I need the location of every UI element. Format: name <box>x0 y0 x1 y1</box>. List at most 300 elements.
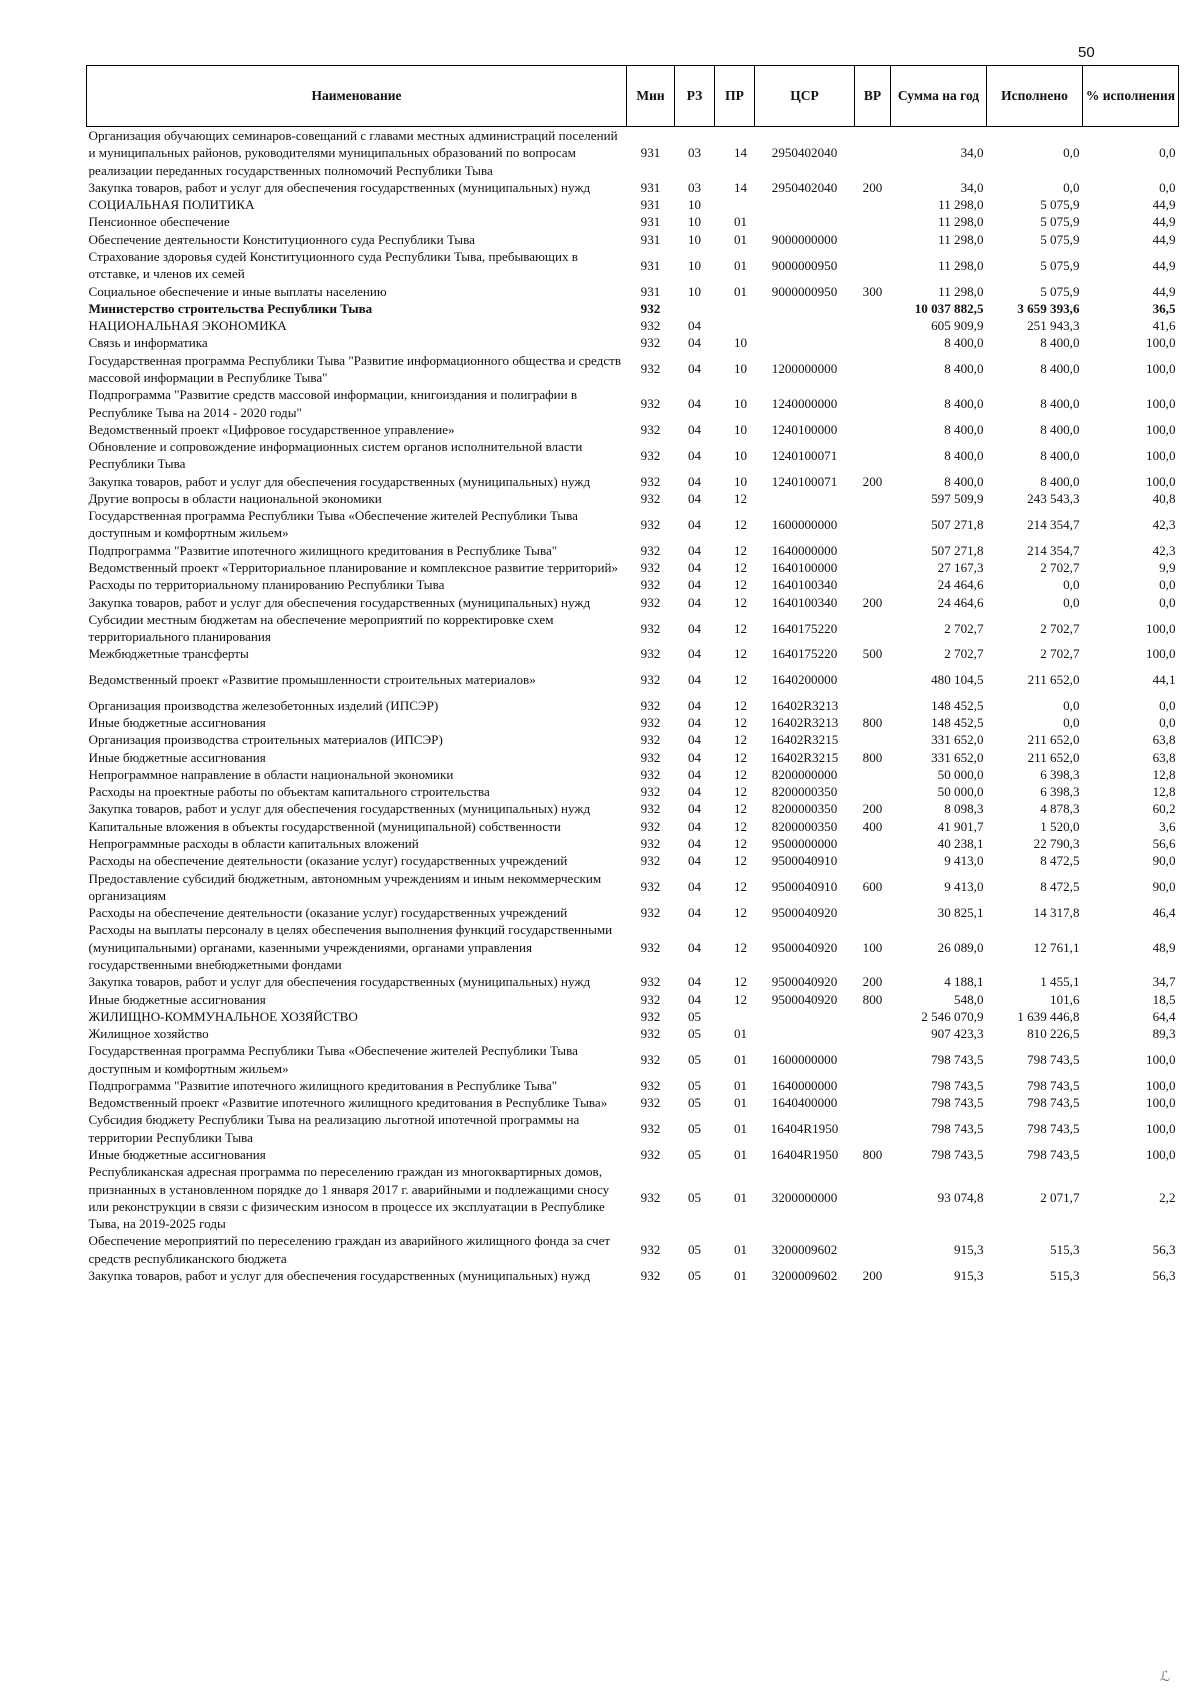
budget-execution-table <box>86 65 1179 1284</box>
cell-rz: 05 <box>687 1242 702 1258</box>
cell-sum: 10 037 882,5 <box>914 300 984 316</box>
cell-done: 8 400,0 <box>1040 361 1080 377</box>
cell-csr: 16404R1950 <box>770 1147 839 1163</box>
cell-done: 798 743,5 <box>1027 1095 1080 1111</box>
table-row <box>87 783 1179 800</box>
cell-pct: 100,0 <box>1146 646 1176 662</box>
cell-vr <box>855 783 891 800</box>
cell-min: 932 <box>640 784 661 800</box>
table-row <box>87 973 1179 990</box>
table-row <box>87 542 1179 559</box>
cell-vr <box>855 248 891 283</box>
cell-sum: 50 000,0 <box>937 766 984 782</box>
cell-pr: 01 <box>733 1026 748 1042</box>
cell-pr: 12 <box>733 853 748 869</box>
cell-done: 810 226,5 <box>1027 1026 1080 1042</box>
cell-pct: 44,9 <box>1152 197 1176 213</box>
cell-vr <box>855 1025 891 1042</box>
cell-vr <box>855 300 891 317</box>
cell-sum: 34,0 <box>960 145 984 161</box>
page-number: 50 <box>1078 44 1095 61</box>
cell-csr: 1200000000 <box>771 361 838 377</box>
cell-pr: 01 <box>733 214 748 230</box>
cell-sum: 507 271,8 <box>931 542 984 558</box>
cell-name: Государственная программа Республики Тыва «Обеспечение жителей Республики Тыва доступным и комфортным жильем» <box>88 1043 578 1076</box>
cell-rz: 04 <box>687 335 702 351</box>
cell-pct: 56,3 <box>1152 1242 1176 1258</box>
cell-csr: 1640400000 <box>771 1095 838 1111</box>
header-done: Исполнено <box>987 66 1083 127</box>
cell-sum: 93 074,8 <box>937 1190 984 1206</box>
cell-name: Расходы на выплаты персоналу в целях обеспечения выполнения функций государственными (муниципальными) органами, казенными учреждениями, органами управления государственными внебюджетными фондами <box>88 922 613 972</box>
cell-done: 211 652,0 <box>1027 732 1080 748</box>
cell-done: 2 702,7 <box>1040 646 1080 662</box>
cell-done: 515,3 <box>1050 1242 1080 1258</box>
cell-pct: 42,3 <box>1152 516 1176 532</box>
cell-pct: 0,0 <box>1159 715 1176 730</box>
cell-name: Организация обучающих семинаров-совещаний с главами местных администраций поселений и муниципальных районов, руководителями муниципальных образований по вопросам реализации переданных государственных полномочий Республики Тыва <box>88 128 618 178</box>
cell-rz: 04 <box>687 646 702 662</box>
cell-vr <box>855 835 891 852</box>
cell-rz: 10 <box>687 231 702 247</box>
cell-csr: 1640200000 <box>771 672 838 688</box>
cell-pct: 12,8 <box>1152 784 1176 800</box>
cell-vr <box>855 213 891 230</box>
cell-csr: 16404R1950 <box>770 1121 839 1137</box>
cell-rz: 04 <box>687 421 702 437</box>
cell-min: 932 <box>640 853 661 869</box>
cell-csr: 9500040920 <box>771 939 838 955</box>
cell-pr: 12 <box>733 801 748 817</box>
cell-vr: 800 <box>862 749 883 765</box>
cell-name: Организация производства строительных материалов (ИПСЭР) <box>88 732 443 748</box>
cell-sum: 24 464,6 <box>937 594 984 610</box>
cell-csr: 8200000350 <box>771 801 838 817</box>
cell-rz: 04 <box>687 715 702 730</box>
cell-name: Республиканская адресная программа по переселению граждан из многоквартирных домов, признанных в установленном порядке до 1 января 2017 г. аварийными и подлежащими сносу или реконструкции в связи с физическим износом в процессе их эксплуатации в Республике Тыва, на 2019-2025 годы <box>88 1164 610 1232</box>
cell-sum: 11 298,0 <box>938 283 984 299</box>
cell-sum: 41 901,7 <box>937 818 984 834</box>
table-row <box>87 594 1179 611</box>
cell-pct: 0,0 <box>1159 145 1176 161</box>
cell-csr <box>755 334 855 351</box>
table-row <box>87 438 1179 473</box>
cell-name: Государственная программа Республики Тыва "Развитие информационного общества и средств массовой информации в Республике Тыва" <box>88 352 622 385</box>
cell-pr: 12 <box>733 732 748 748</box>
cell-done: 214 354,7 <box>1027 542 1080 558</box>
cell-name: Иные бюджетные ассигнования <box>88 1147 266 1163</box>
cell-rz: 10 <box>687 257 702 273</box>
cell-name: Субсидия бюджету Республики Тыва на реализацию льготной ипотечной программы на территории Республики Тыва <box>88 1112 580 1145</box>
cell-vr <box>855 611 891 646</box>
cell-csr: 8200000350 <box>771 784 838 800</box>
corner-mark: ℒ <box>1160 1668 1171 1684</box>
cell-sum: 331 652,0 <box>931 749 984 765</box>
cell-vr <box>855 317 891 334</box>
table-row <box>87 213 1179 230</box>
cell-csr: 8200000000 <box>771 766 838 782</box>
cell-rz: 04 <box>687 697 702 713</box>
cell-vr <box>855 559 891 576</box>
cell-sum: 9 413,0 <box>944 879 984 895</box>
cell-sum: 11 298,0 <box>938 257 984 273</box>
cell-rz: 04 <box>687 879 702 895</box>
cell-csr: 3200009602 <box>771 1268 838 1283</box>
cell-rz: 04 <box>687 473 702 489</box>
cell-vr: 800 <box>862 715 883 730</box>
table-header-row <box>87 66 1179 127</box>
cell-csr: 9500040910 <box>771 879 838 895</box>
cell-min: 932 <box>640 1121 661 1137</box>
cell-sum: 915,3 <box>954 1242 984 1258</box>
table-row <box>87 248 1179 283</box>
cell-done: 0,0 <box>1063 145 1080 161</box>
cell-pct: 63,8 <box>1152 749 1176 765</box>
cell-pr: 01 <box>733 1147 748 1163</box>
cell-vr <box>855 127 891 179</box>
cell-min: 932 <box>640 672 661 688</box>
cell-pr: 10 <box>733 361 748 377</box>
table-row <box>87 852 1179 869</box>
cell-pct: 60,2 <box>1152 801 1176 817</box>
cell-pr: 12 <box>733 905 748 921</box>
cell-name: Капитальные вложения в объекты государственной (муниципальной) собственности <box>88 818 561 834</box>
cell-done: 5 075,9 <box>1040 257 1080 273</box>
cell-csr <box>755 317 855 334</box>
cell-name: Расходы по территориальному планированию Республики Тыва <box>88 577 445 593</box>
cell-min: 931 <box>640 145 661 161</box>
cell-sum: 331 652,0 <box>931 732 984 748</box>
cell-done: 101,6 <box>1050 991 1080 1007</box>
cell-vr <box>855 1232 891 1267</box>
cell-sum: 907 423,3 <box>931 1026 984 1042</box>
cell-sum: 8 400,0 <box>944 361 984 377</box>
cell-sum: 798 743,5 <box>931 1095 984 1111</box>
cell-pct: 44,1 <box>1152 672 1176 688</box>
table-row <box>87 904 1179 921</box>
cell-min: 931 <box>640 257 661 273</box>
cell-vr <box>855 852 891 869</box>
header-pr: ПР <box>715 66 755 127</box>
cell-pct: 42,3 <box>1152 542 1176 558</box>
cell-vr: 200 <box>862 594 883 610</box>
cell-pct: 18,5 <box>1152 991 1176 1007</box>
cell-pr <box>715 317 755 334</box>
cell-pct: 40,8 <box>1152 490 1176 506</box>
cell-name: Расходы на обеспечение деятельности (оказание услуг) государственных учреждений <box>88 905 568 921</box>
cell-name: Социальное обеспечение и иные выплаты населению <box>88 283 387 299</box>
cell-name: НАЦИОНАЛЬНАЯ ЭКОНОМИКА <box>88 318 287 334</box>
cell-pr: 01 <box>733 1077 748 1093</box>
table-row <box>87 731 1179 748</box>
table-row <box>87 921 1179 973</box>
cell-vr <box>855 1042 891 1077</box>
cell-pct: 44,9 <box>1152 231 1176 247</box>
header-sum: Сумма на год <box>891 66 987 127</box>
cell-min: 932 <box>640 473 661 489</box>
cell-done: 8 472,5 <box>1040 879 1080 895</box>
cell-sum: 8 400,0 <box>944 335 984 351</box>
cell-sum: 798 743,5 <box>931 1147 984 1163</box>
cell-csr: 1240100071 <box>771 447 838 463</box>
cell-done: 8 400,0 <box>1040 447 1080 463</box>
cell-rz: 05 <box>687 1008 702 1024</box>
cell-min: 931 <box>640 179 661 195</box>
cell-pr: 01 <box>733 1095 748 1111</box>
cell-name: Другие вопросы в области национальной экономики <box>88 490 382 506</box>
cell-done: 515,3 <box>1050 1268 1080 1283</box>
cell-rz: 04 <box>687 939 702 955</box>
cell-done: 5 075,9 <box>1040 214 1080 230</box>
cell-rz <box>675 300 715 317</box>
cell-rz: 04 <box>687 766 702 782</box>
cell-pct: 100,0 <box>1146 1095 1176 1111</box>
table-row <box>87 421 1179 438</box>
cell-pr <box>715 196 755 213</box>
cell-rz: 04 <box>687 801 702 817</box>
header-csr: ЦСР <box>755 66 855 127</box>
cell-pr: 12 <box>733 542 748 558</box>
cell-csr <box>755 1008 855 1025</box>
cell-rz: 04 <box>687 620 702 636</box>
cell-pr: 12 <box>733 672 748 688</box>
cell-rz: 04 <box>687 577 702 593</box>
cell-pr: 12 <box>733 715 748 730</box>
cell-min: 932 <box>640 300 661 316</box>
cell-name: Закупка товаров, работ и услуг для обеспечения государственных (муниципальных) нужд <box>88 179 591 195</box>
cell-done: 8 400,0 <box>1040 335 1080 351</box>
cell-rz: 04 <box>687 490 702 506</box>
table-row <box>87 697 1179 714</box>
cell-rz: 10 <box>687 197 702 213</box>
cell-rz: 05 <box>687 1268 702 1283</box>
cell-name: Ведомственный проект «Цифровое государственное управление» <box>88 421 455 437</box>
cell-sum: 11 298,0 <box>938 197 984 213</box>
cell-rz: 05 <box>687 1121 702 1137</box>
cell-sum: 24 464,6 <box>937 577 984 593</box>
cell-name: Субсидии местным бюджетам на обеспечение мероприятий по корректировке схем территориального планирования <box>88 611 554 645</box>
cell-pr: 01 <box>733 231 748 247</box>
cell-pct: 100,0 <box>1146 361 1176 377</box>
cell-min: 932 <box>640 697 661 713</box>
cell-vr <box>855 231 891 248</box>
cell-name: Ведомственный проект «Развитие промышленности строительных материалов» <box>88 672 536 688</box>
cell-pct: 90,0 <box>1152 879 1176 895</box>
cell-csr: 1640100000 <box>771 560 838 576</box>
cell-vr <box>855 731 891 748</box>
cell-pr: 12 <box>733 835 748 851</box>
cell-done: 22 790,3 <box>1033 835 1080 851</box>
table-row <box>87 1094 1179 1111</box>
cell-min: 932 <box>640 1008 661 1024</box>
cell-pct: 0,0 <box>1159 697 1176 713</box>
cell-csr: 9500040910 <box>771 853 838 869</box>
cell-done: 243 543,3 <box>1027 490 1080 506</box>
cell-min: 932 <box>640 620 661 636</box>
table-row <box>87 1232 1179 1267</box>
table-row <box>87 1146 1179 1163</box>
cell-done: 8 400,0 <box>1040 473 1080 489</box>
cell-name: Подпрограмма "Развитие средств массовой информации, книгоиздания и полиграфии в Республике Тыва на 2014 - 2020 годы" <box>88 387 578 420</box>
cell-name: Непрограммные расходы в области капитальных вложений <box>88 835 419 851</box>
cell-done: 5 075,9 <box>1040 231 1080 247</box>
cell-pr: 01 <box>733 257 748 273</box>
cell-sum: 548,0 <box>954 991 984 1007</box>
cell-rz: 10 <box>687 283 702 299</box>
cell-sum: 798 743,5 <box>931 1121 984 1137</box>
cell-pct: 41,6 <box>1152 318 1176 334</box>
cell-sum: 2 702,7 <box>944 646 984 662</box>
cell-csr: 1240000000 <box>771 395 838 411</box>
table-body <box>87 127 1179 1285</box>
cell-done: 5 075,9 <box>1040 283 1080 299</box>
cell-min: 932 <box>640 1268 661 1283</box>
cell-pct: 46,4 <box>1152 905 1176 921</box>
cell-pr: 12 <box>733 818 748 834</box>
cell-pr: 14 <box>733 145 748 161</box>
cell-done: 2 702,7 <box>1040 560 1080 576</box>
cell-pct: 100,0 <box>1146 1121 1176 1137</box>
cell-pr: 12 <box>733 620 748 636</box>
cell-name: Закупка товаров, работ и услуг для обеспечения государственных (муниципальных) нужд <box>88 974 591 990</box>
cell-pct: 12,8 <box>1152 766 1176 782</box>
cell-done: 798 743,5 <box>1027 1051 1080 1067</box>
cell-sum: 148 452,5 <box>931 697 984 713</box>
cell-pct: 90,0 <box>1152 853 1176 869</box>
cell-csr: 1640175220 <box>771 646 838 662</box>
cell-pct: 0,0 <box>1159 594 1176 610</box>
cell-pr: 12 <box>733 879 748 895</box>
cell-rz: 04 <box>687 732 702 748</box>
cell-csr <box>755 213 855 230</box>
cell-sum: 11 298,0 <box>938 214 984 230</box>
cell-vr: 300 <box>862 283 883 299</box>
cell-min: 932 <box>640 991 661 1007</box>
cell-name: Государственная программа Республики Тыва «Обеспечение жителей Республики Тыва доступным и комфортным жильем» <box>88 508 578 541</box>
cell-sum: 507 271,8 <box>931 516 984 532</box>
cell-pct: 63,8 <box>1152 732 1176 748</box>
cell-sum: 2 546 070,9 <box>921 1008 984 1024</box>
cell-sum: 4 188,1 <box>944 974 984 990</box>
cell-csr: 16402R3213 <box>770 715 839 730</box>
table-row <box>87 749 1179 766</box>
table-row <box>87 1025 1179 1042</box>
cell-pr: 12 <box>733 697 748 713</box>
cell-rz: 04 <box>687 749 702 765</box>
cell-vr: 200 <box>862 1268 883 1283</box>
cell-csr: 16402R3215 <box>770 732 839 748</box>
table-row <box>87 800 1179 817</box>
cell-vr <box>855 766 891 783</box>
cell-name: Закупка товаров, работ и услуг для обеспечения государственных (муниципальных) нужд <box>88 594 591 610</box>
cell-csr: 3200009602 <box>771 1242 838 1258</box>
cell-rz: 05 <box>687 1051 702 1067</box>
cell-min: 932 <box>640 835 661 851</box>
header-rz: РЗ <box>675 66 715 127</box>
cell-min: 932 <box>640 395 661 411</box>
cell-min: 931 <box>640 214 661 230</box>
cell-min: 931 <box>640 197 661 213</box>
cell-min: 932 <box>640 542 661 558</box>
cell-pr: 10 <box>733 447 748 463</box>
cell-done: 1 639 446,8 <box>1017 1008 1080 1024</box>
table-row <box>87 283 1179 300</box>
cell-vr <box>855 1111 891 1146</box>
table-row <box>87 179 1179 196</box>
cell-pct: 100,0 <box>1146 473 1176 489</box>
cell-done: 8 472,5 <box>1040 853 1080 869</box>
cell-pr: 01 <box>733 1051 748 1067</box>
cell-name: Расходы на проектные работы по объектам капитального строительства <box>88 784 490 800</box>
table-row <box>87 473 1179 490</box>
cell-done: 6 398,3 <box>1040 766 1080 782</box>
cell-name: Подпрограмма "Развитие ипотечного жилищного кредитования в Республике Тыва" <box>88 542 558 558</box>
cell-pr: 01 <box>733 283 748 299</box>
cell-min: 932 <box>640 421 661 437</box>
cell-pr: 12 <box>733 516 748 532</box>
cell-pct: 2,2 <box>1159 1190 1176 1206</box>
cell-sum: 50 000,0 <box>937 784 984 800</box>
cell-csr: 9500040920 <box>771 905 838 921</box>
cell-name: Подпрограмма "Развитие ипотечного жилищного кредитования в Республике Тыва" <box>88 1077 558 1093</box>
cell-vr: 800 <box>862 991 883 1007</box>
cell-csr: 8200000350 <box>771 818 838 834</box>
cell-min: 932 <box>640 560 661 576</box>
cell-pct: 36,5 <box>1152 300 1176 316</box>
cell-min: 932 <box>640 939 661 955</box>
table-row <box>87 1008 1179 1025</box>
cell-min: 932 <box>640 1026 661 1042</box>
cell-pct: 34,7 <box>1152 974 1176 990</box>
header-min: Мин <box>627 66 675 127</box>
cell-pr: 12 <box>733 974 748 990</box>
table-row <box>87 317 1179 334</box>
table-row <box>87 991 1179 1008</box>
cell-vr <box>855 1094 891 1111</box>
cell-done: 6 398,3 <box>1040 784 1080 800</box>
cell-sum: 148 452,5 <box>931 715 984 730</box>
cell-name: Иные бюджетные ассигнования <box>88 715 266 730</box>
cell-min: 932 <box>640 361 661 377</box>
cell-min: 932 <box>640 749 661 765</box>
cell-pct: 89,3 <box>1152 1026 1176 1042</box>
cell-csr: 9500040920 <box>771 974 838 990</box>
cell-sum: 2 702,7 <box>944 620 984 636</box>
cell-min: 932 <box>640 1095 661 1111</box>
cell-name: Предоставление субсидий бюджетным, автономным учреждениям и иным некоммерческим организациям <box>88 870 602 903</box>
cell-vr <box>855 576 891 593</box>
cell-vr <box>855 507 891 542</box>
table-row <box>87 576 1179 593</box>
cell-pct: 48,9 <box>1152 939 1176 955</box>
cell-name: Ведомственный проект «Развитие ипотечного жилищного кредитования в Республике Тыва» <box>88 1095 608 1111</box>
cell-vr <box>855 386 891 421</box>
cell-name: Связь и информатика <box>88 335 208 351</box>
cell-name: Закупка товаров, работ и услуг для обеспечения государственных (муниципальных) нужд <box>88 801 591 817</box>
cell-rz: 04 <box>687 395 702 411</box>
cell-min: 932 <box>640 879 661 895</box>
cell-pr: 12 <box>733 577 748 593</box>
header-vr: ВР <box>855 66 891 127</box>
cell-sum: 798 743,5 <box>931 1077 984 1093</box>
cell-pr: 12 <box>733 784 748 800</box>
cell-name: Пенсионное обеспечение <box>88 214 230 230</box>
header-pct: % исполнения <box>1083 66 1179 127</box>
cell-csr: 16402R3215 <box>770 749 839 765</box>
cell-min: 932 <box>640 1242 661 1258</box>
cell-pct: 44,9 <box>1152 214 1176 230</box>
cell-name: Иные бюджетные ассигнования <box>88 991 266 1007</box>
